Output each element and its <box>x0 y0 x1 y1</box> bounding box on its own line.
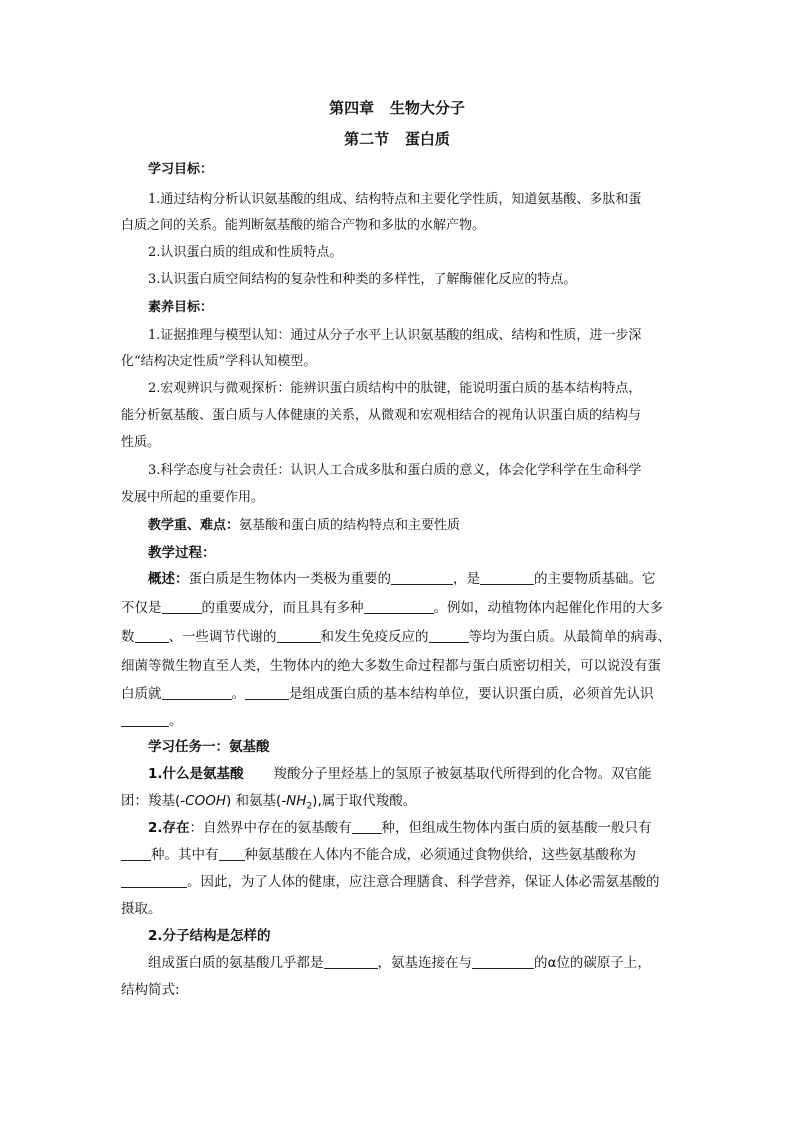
literacy-heading: 素养目标： <box>148 300 214 315</box>
q2-label: 2.存在 <box>148 820 190 836</box>
overview-text-6: 。 <box>169 713 183 729</box>
objective-3: 3.认识蛋白质空间结构的复杂性和种类的多样性，了解酶催化反应的特点。 <box>148 272 577 287</box>
overview-line-5 <box>121 682 681 702</box>
overview-text-3a: 数 <box>121 629 135 645</box>
chapter-title: 第四章 生物大分子 <box>329 99 465 117</box>
q2-line-3 <box>121 870 681 890</box>
literacy-3-line-1: 3.科学态度与社会责任：认识人工合成多肽和蛋白质的意义，体会化学科学在生命科学 <box>148 463 642 478</box>
fill-blank[interactable] <box>277 629 321 643</box>
q2-line-1 <box>121 816 681 836</box>
overview-text-3c: 和发生免疫反应的 <box>320 629 429 645</box>
q3-text-a: 组成蛋白质的氨基酸几乎都是 <box>148 955 324 971</box>
fill-blank[interactable] <box>352 820 382 834</box>
overview-text-5a: 白质就 <box>121 686 162 702</box>
q1-text-c: ),属于取代羧酸。 <box>312 793 417 809</box>
literacy-1-line-1: 1.证据推理与模型认知：通过从分子水平上认识氨基酸的组成、结构和性质，进一步深 <box>148 328 642 343</box>
fill-blank[interactable] <box>121 874 187 888</box>
literacy-1-line-2: 化“结构决定性质”学科认知模型。 <box>121 354 317 369</box>
q1-line-2 <box>121 789 681 812</box>
q1-text-a: 团：羧基( <box>121 793 181 809</box>
fill-blank[interactable] <box>245 686 289 700</box>
nh2-subscript: 2 <box>306 801 313 812</box>
q1-line-1 <box>121 762 681 782</box>
literacy-3-line-2: 发展中所起的重要作用。 <box>121 490 265 505</box>
q2-text-c: 种。其中有 <box>151 847 219 863</box>
cooh-formula: -COOH <box>180 793 226 809</box>
fill-blank[interactable] <box>121 713 169 727</box>
q3-line-2: 结构简式: <box>121 982 180 998</box>
overview-text-1b: ，是 <box>453 571 480 587</box>
overview-text-5b: 。 <box>231 686 245 702</box>
overview-text-2b: 的重要成分，而且具有多种 <box>201 600 364 616</box>
q3-text-b: ，氨基连接在与 <box>377 955 472 971</box>
process-heading: 教学过程： <box>148 545 216 561</box>
q1-label: 1.什么是氨基酸 <box>148 766 244 782</box>
overview-line-1 <box>121 567 681 587</box>
objective-2: 2.认识蛋白质的组成和性质特点。 <box>148 245 343 260</box>
task1-heading: 学习任务一：氨基酸 <box>148 739 270 755</box>
q1-text-b: ) 和氨基( <box>225 793 282 809</box>
overview-line-2 <box>121 596 681 616</box>
q2-text-d: 种氨基酸在人体内不能合成，必须通过食物供给，这些氨基酸称为 <box>244 847 636 863</box>
q3-text-c: 的α位的碳原子上， <box>534 955 651 971</box>
overview-text-2c: 。例如，动植物体内起催化作用的大多 <box>433 600 663 616</box>
objective-1-line-2: 白质之间的关系。能判断氨基酸的缩合产物和多肽的水解产物。 <box>121 218 486 233</box>
focus-line <box>121 514 681 533</box>
fill-blank[interactable] <box>472 955 534 969</box>
overview-line-6 <box>121 709 681 729</box>
q2-text-b: 种，但组成生物体内蛋白质的氨基酸一般只有 <box>381 820 652 836</box>
overview-label: 概述： <box>148 571 189 587</box>
q2-line-4: 摄取。 <box>121 901 162 917</box>
fill-blank[interactable] <box>135 629 169 643</box>
fill-blank[interactable] <box>324 955 378 969</box>
overview-text-1a: 蛋白质是生物体内一类极为重要的 <box>188 571 391 587</box>
literacy-2-line-2: 能分析氨基酸、蛋白质与人体健康的关系，从微观和宏观相结合的视角认识蛋白质的结构与 <box>121 408 642 423</box>
q3-heading: 2.分子结构是怎样的 <box>148 928 271 944</box>
literacy-2-line-1: 2.宏观辨识与微观探析：能辨识蛋白质结构中的肽键，能说明蛋白质的基本结构特点， <box>148 381 642 396</box>
overview-text-3b: 、一些调节代谢的 <box>168 629 277 645</box>
fill-blank[interactable] <box>162 600 202 614</box>
section-title: 第二节 蛋白质 <box>344 130 450 148</box>
literacy-2-line-3: 性质。 <box>121 435 161 450</box>
nh2-formula: -NH <box>281 793 307 809</box>
focus-text: 氨基酸和蛋白质的结构特点和主要性质 <box>239 518 461 533</box>
fill-blank[interactable] <box>219 847 245 861</box>
overview-line-3 <box>121 625 681 645</box>
fill-blank[interactable] <box>391 571 453 585</box>
objectives-heading: 学习目标： <box>148 162 214 177</box>
fill-blank[interactable] <box>364 600 434 614</box>
fill-blank[interactable] <box>121 847 151 861</box>
focus-label: 教学重、难点： <box>148 518 240 533</box>
overview-text-1c: 的主要物质基础。它 <box>534 571 656 587</box>
q3-line-1 <box>121 951 681 971</box>
q2-text-e: 。因此，为了人体的健康，应注意合理膳食、科学营养，保证人体必需氨基酸的 <box>187 874 660 890</box>
fill-blank[interactable] <box>480 571 534 585</box>
q2-text-a: ：自然界中存在的氨基酸有 <box>189 820 352 836</box>
q2-line-2 <box>121 843 681 863</box>
overview-text-5c: 是组成蛋白质的基本结构单位，要认识蛋白质，必须首先认识 <box>289 686 654 702</box>
fill-blank[interactable] <box>429 629 469 643</box>
fill-blank[interactable] <box>162 686 232 700</box>
objective-1-line-1: 1.通过结构分析认识氨基酸的组成、结构特点和主要化学性质，知道氨基酸、多肽和蛋 <box>148 192 642 207</box>
overview-line-4: 细菌等微生物直至人类，生物体内的绝大多数生命过程都与蛋白质密切相关，可以说没有蛋 <box>121 658 661 674</box>
q1-text: 羧酸分子里烃基上的氢原子被氨基取代所得到的化合物。双官能 <box>273 766 652 782</box>
overview-text-2a: 不仅是 <box>121 600 162 616</box>
overview-text-3d: 等均为蛋白质。从最简单的病毒、 <box>468 629 671 645</box>
